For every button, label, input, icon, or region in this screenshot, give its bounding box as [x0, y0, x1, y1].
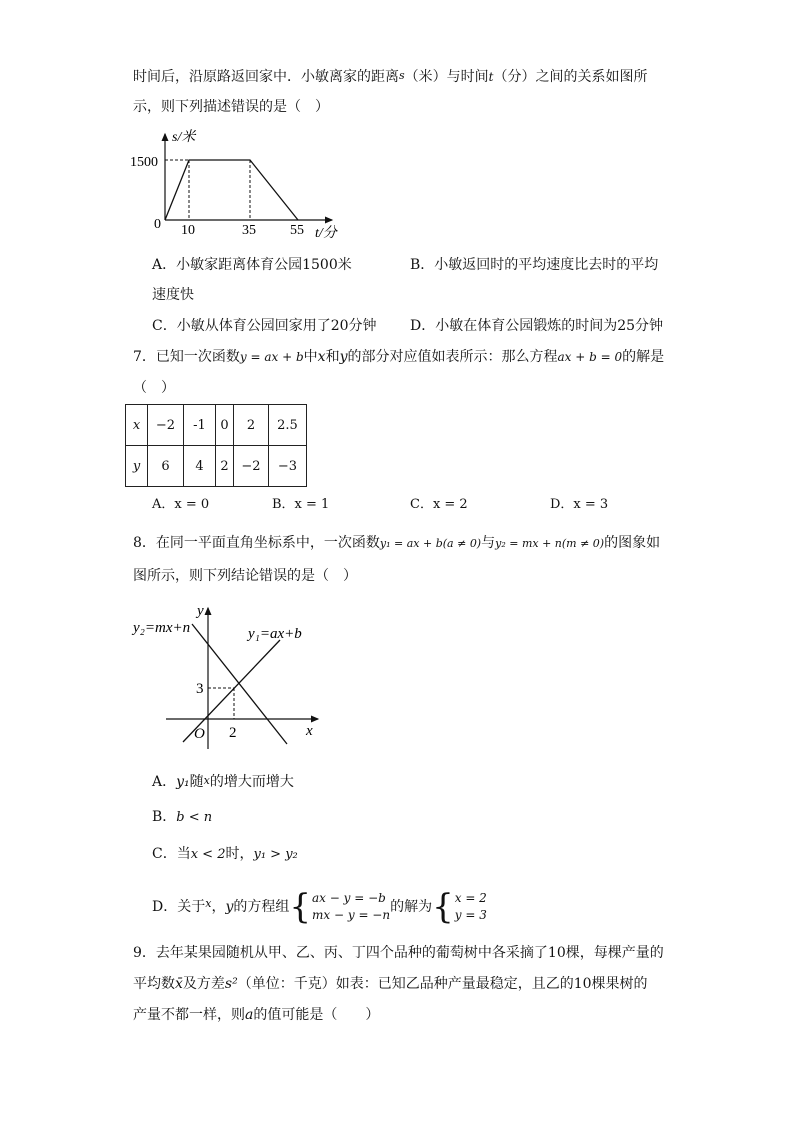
q9-stem-line1: 9．去年某果园随机从甲、乙、丙、丁四个品种的葡萄树中各采摘了10棵，每棵产量的 [133, 945, 664, 961]
q6-option-a[interactable]: A．小敏家距离体育公园1500米 [152, 257, 352, 273]
q6-option-c[interactable]: C．小敏从体育公园回家用了20分钟 [152, 318, 377, 334]
table-row [126, 405, 307, 446]
q6-stem-line1: 时间后，沿原路返回家中．小敏离家的距离s（米）与时间t（分）之间的关系如图所 [133, 69, 648, 85]
equation-system: ax − y = −b mx − y = −n [312, 891, 391, 922]
table-cell: −2 [234, 446, 269, 487]
q7-option-d[interactable]: D．x = 3 [550, 497, 609, 512]
table-cell: 0 [216, 405, 234, 446]
table-cell: 2.5 [269, 405, 307, 446]
left-brace: { [289, 887, 312, 927]
q7-option-b[interactable]: B．x = 1 [272, 497, 330, 512]
q7-stem-line2: （ ） [133, 380, 175, 396]
table-row [126, 446, 307, 487]
left-brace: { [432, 887, 454, 927]
table-cell: −2 [148, 405, 184, 446]
table-cell: 4 [184, 446, 216, 487]
q8-graph-y-axis: y [197, 603, 204, 619]
q8-linear-functions-graph [130, 602, 330, 752]
table-cell: 2 [234, 405, 269, 446]
q8-option-a[interactable]: A．y₁随x的增大而增大 [152, 774, 294, 790]
q8-option-d[interactable]: D．关于$^x$，y的方程组{ax − y = −b mx − y = −n的解为{x = 2 y = 3 [152, 887, 487, 927]
table-cell: -1 [184, 405, 216, 446]
solution-system: x = 2 y = 3 [454, 891, 487, 922]
q9-stem-line3: 产量不都一样，则a的值可能是（ ） [133, 1007, 380, 1023]
table-cell: 6 [148, 446, 184, 487]
q8-graph-x-tick: 2 [229, 725, 237, 741]
table-cell: 2 [216, 446, 234, 487]
q8-graph-origin: O [194, 726, 205, 742]
q6-option-b[interactable]: B．小敏返回时的平均速度比去时的平均 [410, 257, 659, 273]
q8-option-b[interactable]: B．b < n [152, 809, 213, 825]
table-cell: −3 [269, 446, 307, 487]
q9-stem-line2: 平均数x̄及方差s²（单位：千克）如表：已知乙品种产量最稳定，且乙的10棵果树的 [133, 976, 648, 992]
q8-graph-label-y1: y₁=ax+b [248, 626, 302, 642]
q6-option-b-cont: 速度快 [152, 287, 194, 303]
q8-graph-y-tick: 3 [196, 681, 204, 697]
q7-option-c[interactable]: C．x = 2 [410, 497, 468, 512]
q8-option-c[interactable]: C．当x < 2时，y₁ > y₂ [152, 846, 298, 862]
q6-option-d[interactable]: D．小敏在体育公园锻炼的时间为25分钟 [410, 318, 664, 334]
q8-graph-label-y2: y₂=mx+n [133, 620, 191, 636]
q6-graph-y-tick: 1500 [130, 155, 158, 170]
q8-stem-line2: 图所示，则下列结论错误的是（ ） [133, 568, 357, 584]
q6-graph-y-label: s/米 [172, 130, 196, 145]
q6-graph-x-tick-35: 35 [242, 223, 256, 238]
q6-graph-x-tick-55: 55 [290, 223, 304, 238]
table-cell: y [126, 446, 148, 487]
q7-option-a[interactable]: A．x = 0 [152, 497, 210, 512]
table-cell: x [126, 405, 148, 446]
q6-distance-time-graph [120, 127, 360, 242]
q6-graph-x-tick-10: 10 [181, 223, 195, 238]
q8-stem-line1: 8．在同一平面直角坐标系中，一次函数y₁ = ax + b(a ≠ 0)与y₂ = mx + n(m ≠ 0)的图象如 [133, 535, 661, 551]
q6-graph-x-label: t/分 [315, 226, 337, 241]
q7-value-table [125, 404, 307, 487]
q7-stem-line1: 7．已知一次函数y = ax + b中x和y的部分对应值如表所示：那么方程ax + b = 0的解是 [133, 349, 665, 365]
q6-graph-origin: 0 [154, 217, 161, 232]
q6-stem-line2: 示，则下列描述错误的是（ ） [133, 99, 329, 115]
q8-graph-x-axis: x [306, 723, 313, 739]
